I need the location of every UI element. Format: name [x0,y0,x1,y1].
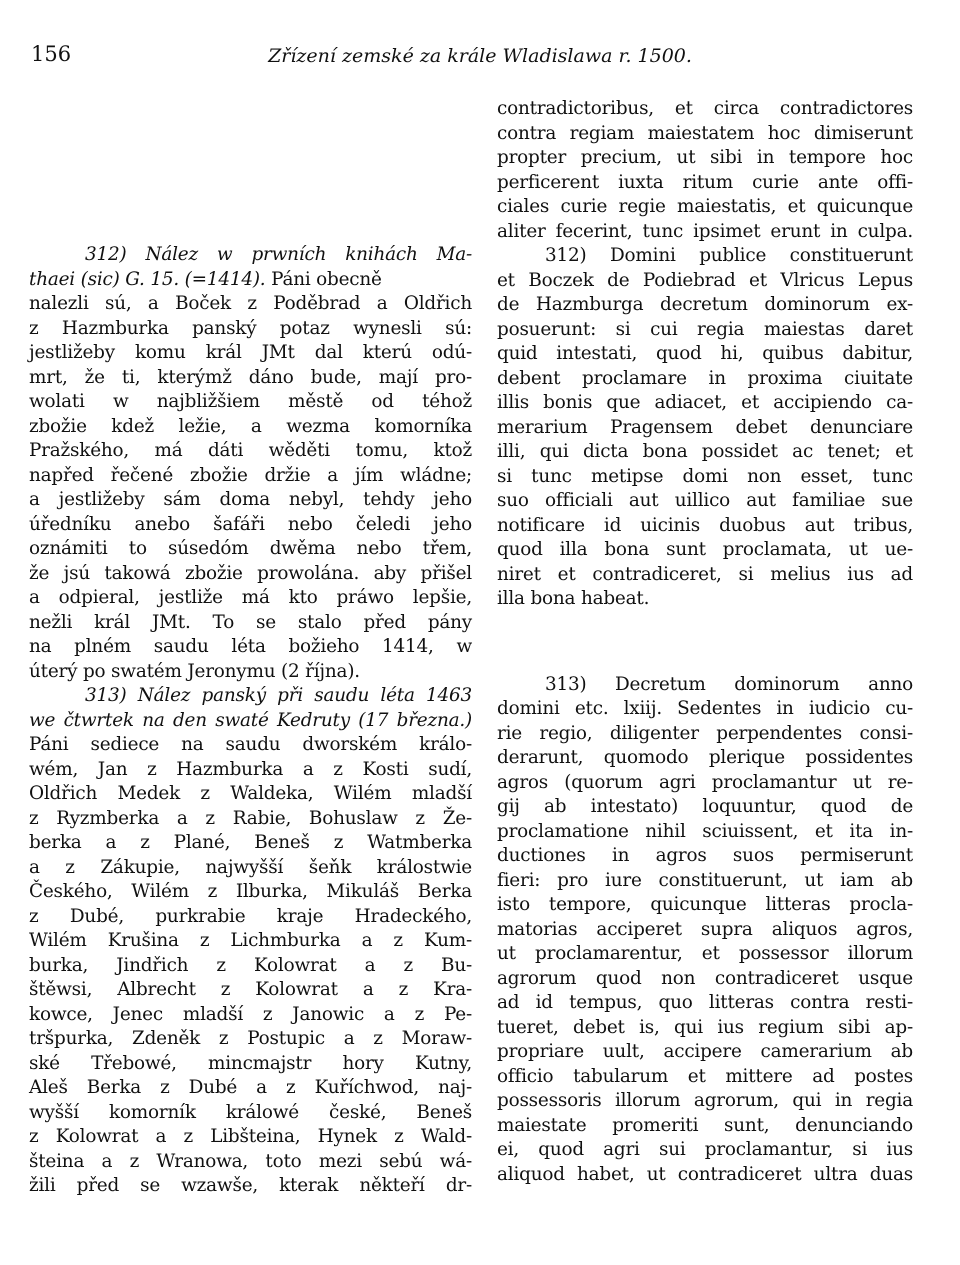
latin-intro-line: ciales curie regie maiestatis, et quicunque [497,196,913,217]
entry-313-line: a z Zákupie, najwyšší šeňk králostwie [29,856,472,878]
entry-312-latin-line: de Hazmburga decretum dominorum ex- [497,294,913,315]
entry-312-line: a jestližeby sám doma nebyl, tehdy jeho [29,489,472,510]
entry-312-heading-line [29,268,472,293]
entry-312-line: wolati w najbližšiem městě od téhož [29,391,472,412]
entry-312-latin-line: debent proclamare in proxima ciuitate [497,367,913,389]
entry-313-line: Oldřich Medek z Waldeka, Wilém mladší [29,783,472,804]
entry-313-line: z Dubé, purkrabie kraje Hradeckého, [29,905,472,927]
entry-312-line: nalezli sú, a Boček z Poděbrad a Oldřich [29,293,472,314]
entry-312-latin-line: notificare id uicinis duobus aut tribus, [497,514,913,536]
entry-312-line: napřed řečené zbožie držie a jím wládne; [29,464,472,486]
entry-313-latin-line: matorias acciperet supra aliquos agros, [497,918,913,940]
entry-312-line: jestližeby komu král JMt dal kterú odú- [29,342,472,363]
entry-312-latin-line: si tunc metipse domi non esset, tunc [497,465,913,487]
entry-313-latin-line: ductiones in agros suos permiserunt [497,845,913,866]
right-column [497,97,913,1187]
entry-313-heading-line: 313) Nález panský při saudu léta 1463 [85,685,472,706]
entry-313-latin-line: 313) Decretum dominorum anno [545,673,913,695]
entry-312-latin-line: illi, qui dicta bona possidet ac tenet; et [497,441,913,462]
entry-312-latin-line: quid intestati, quod hi, quibus dabitur, [497,343,913,364]
entry-312-line: z Hazmburka panský potaz wynesli sú: [29,317,472,339]
entry-312-latin-line: merarium Pragensem debet denunciare [497,416,913,438]
latin-intro-line: aliter fecerint, tunc ipsimet erunt in culpa. [497,220,913,242]
entry-313-line: z Kolowrat a z Libšteina, Hynek z Wald- [29,1126,472,1147]
entry-312-latin-line: illa bona habeat. [497,588,650,609]
entry-312-latin-line: niret et contradiceret, si melius ius ad [497,563,913,585]
entry-312-latin-line: suo officiali aut uillico aut familiae sue [497,490,913,511]
entry-313-line: berka a z Plané, Beneš z Watmberka [29,832,472,853]
entry-312-line: že jsú takowá zbožie prowolána. aby přišel [29,562,472,584]
entry-313-line: tršpurka, Zdeněk z Postupic a z Moraw- [29,1028,472,1049]
entry-313-line: Aleš Berka z Dubé a z Kuříchwod, naj- [29,1077,472,1098]
entry-313-line: ské Třebowé, mincmajstr hory Kutny, [29,1052,472,1074]
entry-313-line: wyšší komorník králowé české, Beneš [29,1101,472,1123]
latin-intro-line: perficerent iuxta ritum curie ante offi- [497,171,913,193]
entry-313-latin-line: gij ab intestato) loquuntur, quod de [497,796,913,817]
entry-313-latin-line: ei, quod agri sui proclamantur, si ius [497,1139,913,1160]
entry-312-line: a odpieral, jestliže má kto práwo lepšie, [29,587,472,608]
entry-313-latin-line: derarunt, quomodo plerique possidentes [497,747,913,768]
entry-313-czech [29,684,472,1199]
entry-313-latin-line: isto tempore, quicunque litteras procla- [497,894,913,915]
entry-313-latin-line: possessoris illorum agrorum, qui in regia [497,1090,913,1111]
entry-312-heading-tail: Páni obecně [265,268,382,290]
entry-312-latin [497,244,913,612]
page-number: 156 [31,42,72,66]
entry-312-latin-line: posuerunt: si cui regia maiestas daret [497,318,913,340]
entry-313-latin-line: domini etc. lxiij. Sedentes in iudicio cu- [497,698,913,719]
entry-312-czech [29,243,472,684]
entry-313-line: wém, Jan z Hazmburka a z Kosti sudí, [29,758,472,780]
entry-313-latin-line: tueret, debet is, qui ius regium sibi ap- [497,1016,913,1038]
entry-312-latin-line: quod illa bona sunt proclamata, ut ue- [497,539,913,560]
entry-313-line: burka, Jindřich z Kolowrat a z Bu- [29,954,472,976]
entry-313-latin-line: ut proclamarentur, et possessor illorum [497,943,913,964]
entry-312-heading-part: thaei (sic) G. 15. (=1414). [29,268,266,290]
entry-313-line: z Ryzmberka a z Rabie, Bohuslaw z Že- [29,807,472,829]
entry-313-line: Páni sediece na saudu dworském králo- [29,734,472,755]
entry-313-latin-line: propriare uult, accipere camerarium ab [497,1041,913,1062]
entry-312-heading-line: 312) Nález w prwních knihách Ma- [85,244,472,265]
entry-313-line: šteina a z Wranowa, toto mezi sebú wá- [29,1150,472,1172]
latin-intro-line: contradictoribus, et circa contradictores [497,98,913,119]
entry-312-line: nežli král JMt. To se stalo před pány [29,611,472,633]
entry-313-latin-line: aliquod habet, ut contradiceret ultra duas [497,1163,913,1185]
entry-313-latin-line: agrorum quod non contradiceret usque [497,967,913,989]
entry-312-latin-line: 312) Domini publice constituerunt [545,245,913,266]
entry-313-latin-line: fieri: pro iure constituerunt, ut iam ab [497,869,913,891]
entry-312-line: Pražského, má dáti wěděti tomu, ktož [29,440,472,461]
entry-313-latin-line: rie regio, diligenter perpendentes consi- [497,722,913,744]
entry-313-line: Wilém Krušina z Lichmburka a z Kum- [29,930,472,951]
entry-312-latin-line: illis bonis que adiacet, et accipiendo ca- [497,392,913,413]
entry-312-line: úterý po swatém Jeronymu (2 října). [29,660,360,682]
entry-312-line: oznámiti to súsedóm dwěma nebo třem, [29,538,472,559]
entry-312-line: úředníku anebo šafáři nebo čeledi jeho [29,513,472,535]
latin-intro-line: propter precium, ut sibi in tempore hoc [497,147,913,168]
entry-312-line: na plném saudu léta božieho 1414, w [29,636,472,657]
latin-intro [497,97,913,244]
entry-313-line: kowce, Jenec mladší z Janowic a z Pe- [29,1003,472,1025]
entry-313-line: žili před se wzawše, kterak někteří dr- [29,1175,472,1196]
entry-313-latin-line: ad id tempus, quo litteras contra resti- [497,992,913,1013]
entry-313-latin-line: proclamatione nihil sciuissent, et ita in- [497,820,913,842]
left-column [29,97,472,1199]
entry-313-latin-line: officio tabularum et mittere ad postes [497,1065,913,1087]
entry-313-line: Českého, Wilém z Ilburka, Mikuláš Berka [29,881,472,902]
entry-313-latin-line: agros (quorum agri proclamantur ut re- [497,771,913,793]
entry-313-latin-line: maiestate promeriti sunt, denunciando [497,1114,913,1136]
running-title: Zřízení zemské za krále Wladislawa r. 1500. [268,45,692,67]
entry-312-line: zbožie kdež ležie, a wezma komorníka [29,415,472,437]
entry-313-latin [497,673,913,1188]
entry-312-line: mrt, že ti, kterýmž dáno bude, mají pro- [29,366,472,388]
entry-313-heading-line: we čtwrtek na den swaté Kedruty (17 března.) [29,709,472,731]
entry-312-latin-line: et Boczek de Podiebrad et Vlricus Lepus [497,269,913,291]
entry-313-line: štěwsi, Albrecht z Kolowrat a z Kra- [29,979,472,1000]
latin-intro-line: contra regiam maiestatem hoc dimiserunt [497,122,913,144]
